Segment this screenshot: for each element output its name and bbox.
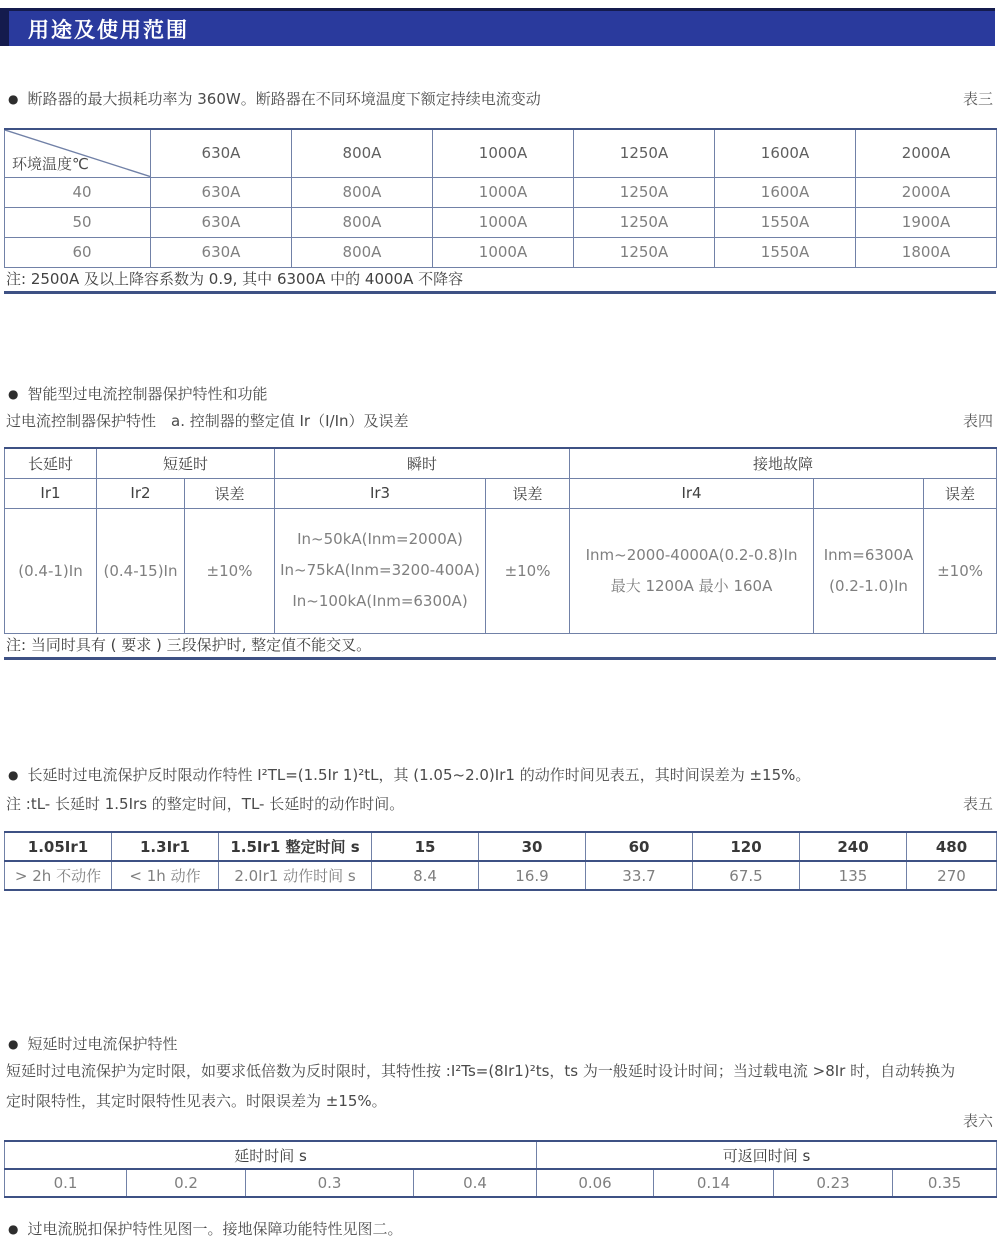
section-3-note: 注 :tL- 长延时 1.5Irs 的整定时间，TL- 长延时的动作时间。 bbox=[6, 795, 405, 813]
table-cell: 2000A bbox=[856, 177, 997, 207]
bullet-icon: ● bbox=[8, 767, 19, 782]
group-header: 延时时间 s bbox=[5, 1141, 537, 1169]
table-5-header: 1.5Ir1 整定时间 s bbox=[219, 832, 372, 861]
table-cell: 270 bbox=[907, 861, 997, 890]
table-cell: 0.1 bbox=[5, 1169, 127, 1197]
cell-line: In~75kA(Inm=3200-400A) bbox=[280, 561, 480, 579]
section-2-subtitle: 过电流控制器保护特性 a. 控制器的整定值 Ir（I/In）及误差 bbox=[6, 412, 409, 430]
table-5 bbox=[4, 831, 997, 891]
section-3-text: 长延时过电流保护反时限动作特性 I²TL=(1.5Ir 1)²tL，其 (1.05~2.0)Ir1 的动作时间见表五，其时间误差为 ±15%。 bbox=[27, 766, 811, 784]
table-3-label: 表三 bbox=[962, 90, 993, 108]
table-cell: 2.0Ir1 动作时间 s bbox=[219, 861, 372, 890]
table-cell: 1250A bbox=[574, 237, 715, 267]
table-cell: 800A bbox=[292, 177, 433, 207]
section-2-text: 智能型过电流控制器保护特性和功能 bbox=[27, 385, 268, 403]
table-cell: 1000A bbox=[433, 237, 574, 267]
table-5-header: 240 bbox=[800, 832, 907, 861]
table-cell: 630A bbox=[151, 237, 292, 267]
temp-label: 50 bbox=[5, 207, 151, 237]
table-5-header: 480 bbox=[907, 832, 997, 861]
table-cell: > 2h 不动作 bbox=[5, 861, 112, 890]
table-row bbox=[5, 861, 997, 890]
sub-header: 误差 bbox=[486, 478, 570, 508]
table-cell: 0.14 bbox=[654, 1169, 774, 1197]
table-cell: 0.06 bbox=[537, 1169, 654, 1197]
section-header-bar bbox=[0, 8, 995, 46]
section-3-note-line bbox=[6, 793, 993, 814]
table-cell: < 1h 动作 bbox=[112, 861, 219, 890]
table-5-header: 15 bbox=[372, 832, 479, 861]
cell-line: Inm=6300A bbox=[823, 545, 914, 564]
table-cell bbox=[570, 508, 814, 633]
group-header: 长延时 bbox=[5, 448, 97, 478]
table-row bbox=[5, 508, 997, 633]
cell-line: In~100kA(Inm=6300A) bbox=[292, 592, 468, 610]
cell-line: Inm~2000-4000A(0.2-0.8)In bbox=[585, 545, 798, 564]
table-cell: 630A bbox=[151, 207, 292, 237]
table-5-header: 120 bbox=[693, 832, 800, 861]
temp-label: 60 bbox=[5, 237, 151, 267]
table-cell: 0.23 bbox=[774, 1169, 893, 1197]
table-cell: 0.3 bbox=[246, 1169, 414, 1197]
table-cell: 0.2 bbox=[127, 1169, 246, 1197]
table-cell: 1550A bbox=[715, 237, 856, 267]
table-5-header: 60 bbox=[586, 832, 693, 861]
section-5-intro bbox=[8, 1218, 993, 1239]
table-cell: 1250A bbox=[574, 177, 715, 207]
table-3-col-header: 1250A bbox=[574, 129, 715, 177]
table-cell: (0.4-1)In bbox=[5, 508, 97, 633]
section-5-text: 过电流脱扣保护特性见图一。接地保障功能特性见图二。 bbox=[27, 1220, 403, 1238]
body-text: 短延时过电流保护为定时限，如要求低倍数为反时限时，其特性按 :I²Ts=(8Ir1)²ts，ts 为一般延时设计时间；当过载电流 >8Ir 时，自动转换为 bbox=[6, 1062, 956, 1080]
table-cell: (0.4-15)In bbox=[97, 508, 185, 633]
table-cell: ±10% bbox=[924, 508, 997, 633]
body-text: 定时限特性，其定时限特性见表六。时限误差为 ±15%。 bbox=[6, 1092, 387, 1110]
group-header: 可返回时间 s bbox=[537, 1141, 997, 1169]
table-cell: 800A bbox=[292, 207, 433, 237]
table-3 bbox=[4, 128, 997, 268]
sub-header: 误差 bbox=[185, 478, 275, 508]
table-3-corner-cell bbox=[5, 129, 151, 177]
section-2-subtitle-line bbox=[6, 410, 993, 431]
table-cell: 16.9 bbox=[479, 861, 586, 890]
table-cell: 0.4 bbox=[414, 1169, 537, 1197]
table-cell: 1900A bbox=[856, 207, 997, 237]
group-header: 接地故障 bbox=[570, 448, 997, 478]
table-row bbox=[5, 177, 997, 207]
table-3-col-header: 1600A bbox=[715, 129, 856, 177]
section-2-intro bbox=[8, 383, 993, 404]
table-3-corner-label: 环境温度℃ bbox=[12, 154, 89, 173]
section-4-body-1 bbox=[6, 1060, 993, 1081]
section-4-body-2 bbox=[6, 1090, 993, 1111]
table-cell: 630A bbox=[151, 177, 292, 207]
table-3-col-header: 2000A bbox=[856, 129, 997, 177]
table-row bbox=[5, 237, 997, 267]
table-row bbox=[5, 1169, 997, 1197]
page-title: 用途及使用范围 bbox=[28, 17, 189, 42]
section-5-bullet bbox=[8, 1218, 403, 1239]
table-cell: 1550A bbox=[715, 207, 856, 237]
bullet-icon: ● bbox=[8, 1221, 19, 1236]
sub-header: Ir3 bbox=[275, 478, 486, 508]
section-3-intro bbox=[8, 764, 993, 785]
table-5-header: 1.05Ir1 bbox=[5, 832, 112, 861]
table-3-col-header: 630A bbox=[151, 129, 292, 177]
group-header: 短延时 bbox=[97, 448, 275, 478]
sub-header: 误差 bbox=[924, 478, 997, 508]
table-4-note: 注: 当同时具有 ( 要求 ) 三段保护时, 整定值不能交叉。 bbox=[4, 632, 996, 660]
bullet-icon: ● bbox=[8, 91, 19, 106]
table-3-col-header: 1000A bbox=[433, 129, 574, 177]
table-cell bbox=[814, 508, 924, 633]
cell-line: 最大 1200A 最小 160A bbox=[610, 576, 773, 595]
table-cell: 33.7 bbox=[586, 861, 693, 890]
table-cell: 8.4 bbox=[372, 861, 479, 890]
sub-header: Ir2 bbox=[97, 478, 185, 508]
table-cell: 135 bbox=[800, 861, 907, 890]
table-4 bbox=[4, 447, 997, 634]
section-2-bullet bbox=[8, 383, 268, 404]
table-cell: 1000A bbox=[433, 177, 574, 207]
table-5-header: 30 bbox=[479, 832, 586, 861]
table-cell: 1600A bbox=[715, 177, 856, 207]
table-cell: 1000A bbox=[433, 207, 574, 237]
table-3-col-header: 800A bbox=[292, 129, 433, 177]
table-cell: 1250A bbox=[574, 207, 715, 237]
sub-header bbox=[814, 478, 924, 508]
table-4-label: 表四 bbox=[962, 412, 993, 430]
temp-label: 40 bbox=[5, 177, 151, 207]
table-cell: 67.5 bbox=[693, 861, 800, 890]
section-4-bullet bbox=[8, 1033, 178, 1054]
bullet-icon: ● bbox=[8, 386, 19, 401]
cell-line: (0.2-1.0)In bbox=[829, 576, 908, 595]
table-cell bbox=[275, 508, 486, 633]
section-4-intro bbox=[8, 1033, 993, 1054]
group-header: 瞬时 bbox=[275, 448, 570, 478]
section-1-intro bbox=[8, 88, 993, 109]
table-cell: 800A bbox=[292, 237, 433, 267]
section-1-text: 断路器的最大损耗功率为 360W。断路器在不同环境温度下额定持续电流变动 bbox=[27, 90, 541, 108]
section-1-bullet bbox=[8, 88, 541, 109]
sub-header: Ir1 bbox=[5, 478, 97, 508]
table-cell: 1800A bbox=[856, 237, 997, 267]
cell-line: In~50kA(Inm=2000A) bbox=[297, 530, 463, 548]
bullet-icon: ● bbox=[8, 1036, 19, 1051]
table-5-header: 1.3Ir1 bbox=[112, 832, 219, 861]
table-row bbox=[5, 207, 997, 237]
table-cell: 0.35 bbox=[893, 1169, 997, 1197]
sub-header: Ir4 bbox=[570, 478, 814, 508]
section-4-text: 短延时过电流保护特性 bbox=[27, 1035, 178, 1053]
table-5-label: 表五 bbox=[962, 795, 993, 813]
table-3-note: 注: 2500A 及以上降容系数为 0.9, 其中 6300A 中的 4000A 不降容 bbox=[4, 266, 996, 294]
table-cell: ±10% bbox=[486, 508, 570, 633]
section-3-bullet bbox=[8, 764, 810, 785]
table-6-label: 表六 bbox=[962, 1112, 993, 1130]
table-cell: ±10% bbox=[185, 508, 275, 633]
table-6 bbox=[4, 1140, 997, 1198]
